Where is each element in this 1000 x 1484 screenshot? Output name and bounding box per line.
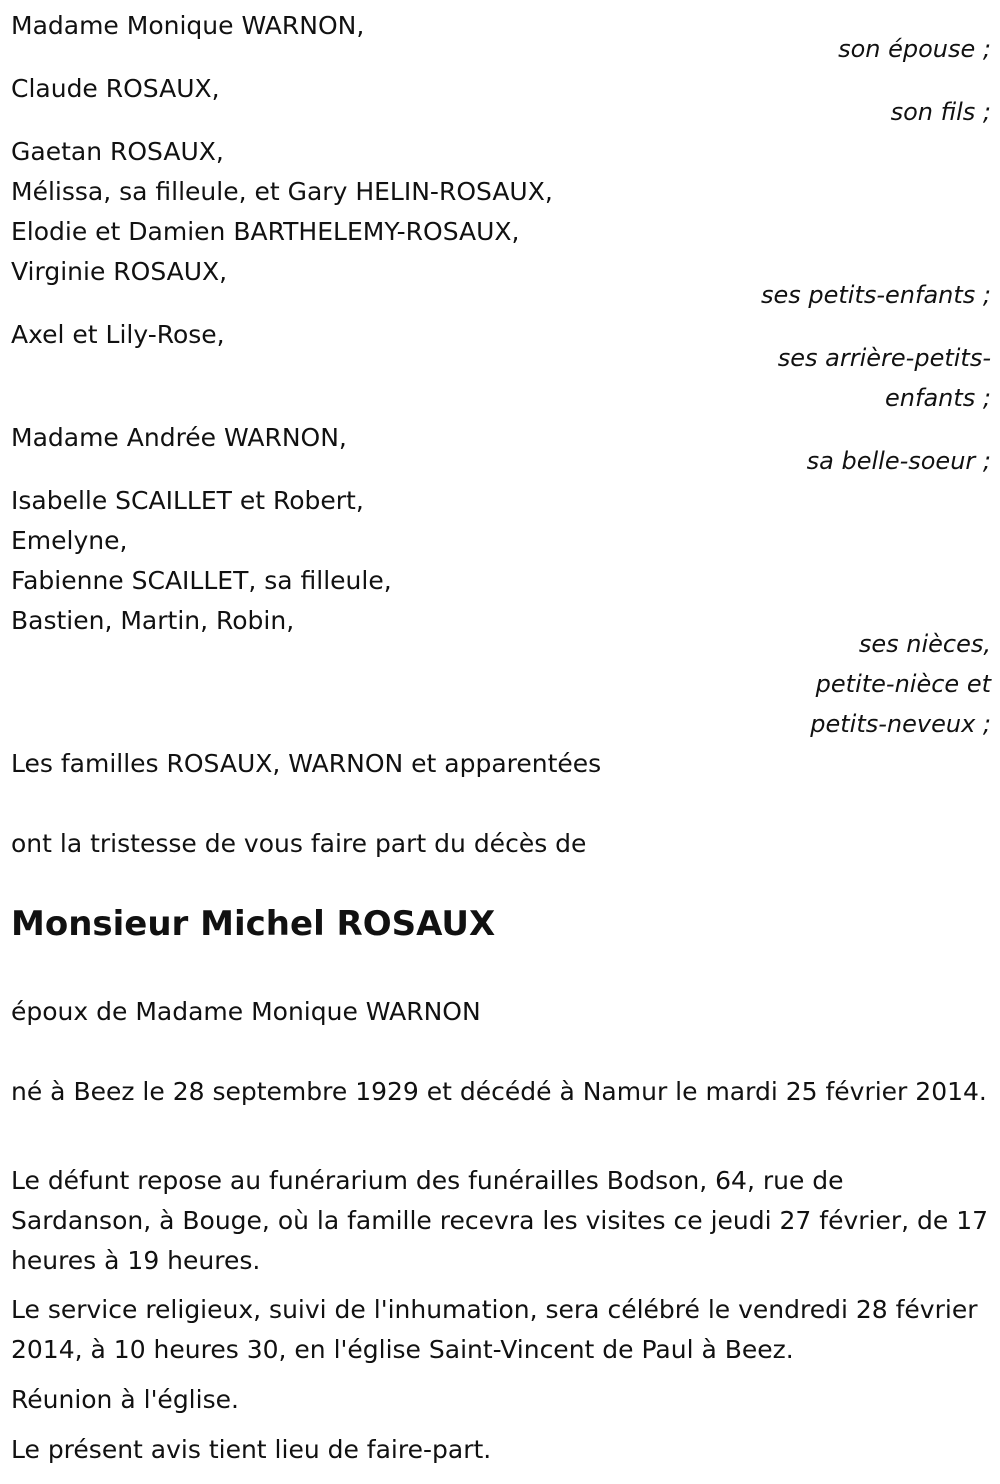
mourner-name: Gaetan ROSAUX, [11,137,224,166]
mourner-name: Isabelle SCAILLET et Robert, [11,486,364,515]
mourner-name: Fabienne SCAILLET, sa filleule, [11,566,392,595]
birth-death-paragraph: né à Beez le 28 septembre 1929 et décédé à Namur le mardi 25 février 2014. [11,1077,987,1106]
relationship-label: ses arrière-petits- [777,344,991,372]
mourner-name: Emelyne, [11,526,128,555]
mourner-name: Madame Monique WARNON, [11,11,365,40]
mourner-name: Virginie ROSAUX, [11,257,228,286]
announcement-line: ont la tristesse de vous faire part du décès de [11,829,587,858]
relationship-label: son fils ; [890,98,991,126]
relationship-label: sa belle-soeur ; [806,447,991,475]
mourner-name: Madame Andrée WARNON, [11,423,347,452]
relationship-label: petite-nièce et [815,670,991,698]
notice-paragraph: Le présent avis tient lieu de faire-part. [11,1435,492,1464]
mourner-name: Claude ROSAUX, [11,74,220,103]
spouse-line: époux de Madame Monique WARNON [11,997,481,1026]
relationship-label: ses petits-enfants ; [760,281,991,309]
families-line: Les familles ROSAUX, WARNON et apparentées [11,749,602,778]
relationship-label: petits-neveux ; [810,710,991,738]
service-paragraph: Le service religieux, suivi de l'inhumation, sera célébré le vendredi 28 février 2014, à 10 heures 30, en l'église Saint-Vincent de Paul à Beez. [11,1295,978,1364]
relationship-label: son épouse ; [838,35,991,63]
mourner-name: Elodie et Damien BARTHELEMY-ROSAUX, [11,217,520,246]
mourner-name: Axel et Lily-Rose, [11,320,225,349]
deceased-name: Monsieur Michel ROSAUX [11,904,496,944]
mourner-name: Mélissa, sa filleule, et Gary HELIN-ROSAUX, [11,177,553,206]
meeting-paragraph: Réunion à l'église. [11,1385,239,1414]
visitation-paragraph: Le défunt repose au funérarium des funérailles Bodson, 64, rue de Sardanson, à Bouge, où la famille recevra les visites ce jeudi 27 février, de 17 heures à 19 heures. [11,1166,989,1275]
relationship-label: ses nièces, [858,630,991,658]
relationship-label: enfants ; [885,384,991,412]
mourner-name: Bastien, Martin, Robin, [11,606,295,635]
